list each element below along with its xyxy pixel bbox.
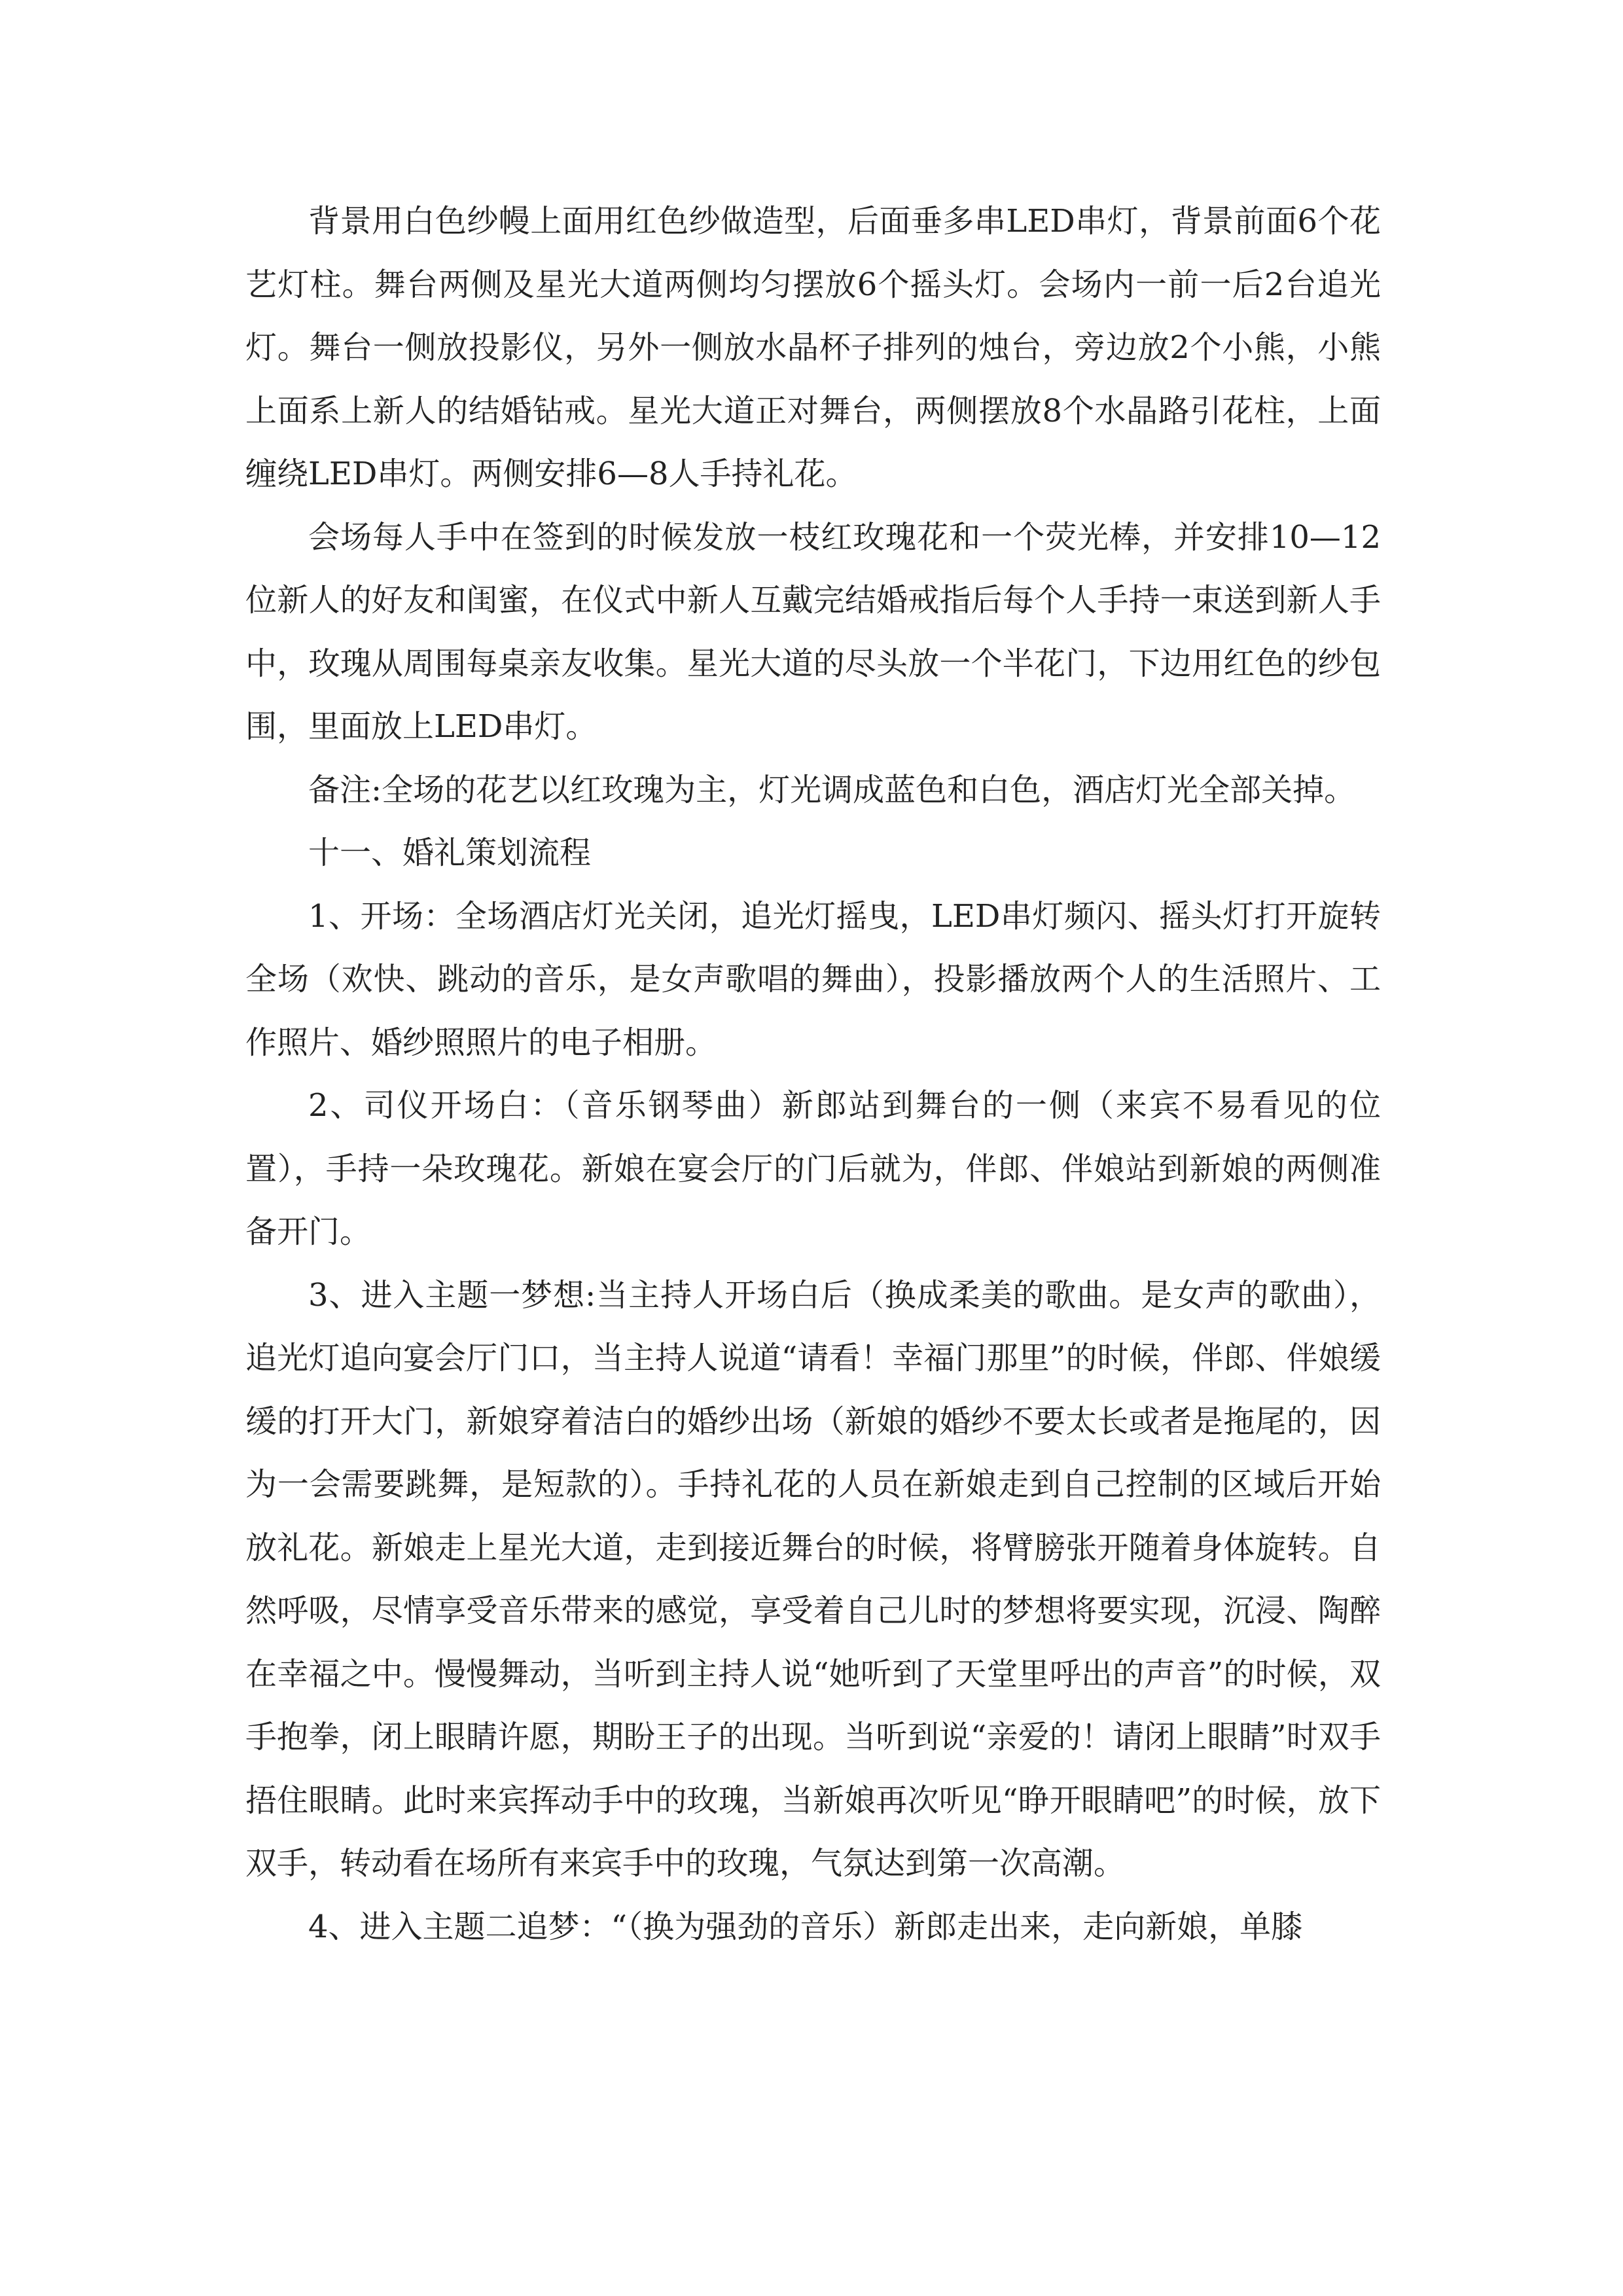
paragraph-step-4: 4、进入主题二追梦：“（换为强劲的音乐）新郎走出来，走向新娘，单膝 (308, 1908, 1303, 1945)
paragraph-stage-decor: 背景用白色纱幔上面用红色纱做造型，后面垂多串LED串灯，背景前面6个花艺灯柱。舞台两侧及星光大道两侧均匀摆放6个摇头灯。会场内一前一后2台追光灯。舞台一侧放投影仪，另外一侧放水晶杯子排列的烛台，旁边放2个小熊，小熊上面系上新人的结婚钻戒。星光大道正对舞台，两侧摆放8个水晶路引花柱，上面缠绕LED串灯。两侧安排6—8人手持礼花。 (245, 203, 1381, 492)
section-heading: 十一、婚礼策划流程 (308, 834, 592, 871)
paragraph-step-1: 1、开场：全场酒店灯光关闭，追光灯摇曳，LED串灯频闪、摇头灯打开旋转全场（欢快、跳动的音乐，是女声歌唱的舞曲），投影播放两个人的生活照片、工作照片、婚纱照照片的电子相册。 (245, 897, 1381, 1061)
paragraph-step-3: 3、进入主题一梦想:当主持人开场白后（换成柔美的歌曲。是女声的歌曲），追光灯追向宴会厅门口，当主持人说道“请看！幸福门那里”的时候，伴郎、伴娘缓缓的打开大门，新娘穿着洁白的婚纱出场（新娘的婚纱不要太长或者是拖尾的，因为一会需要跳舞，是短款的）。手持礼花的人员在新娘走到自己控制的区域后开始放礼花。新娘走上星光大道，走到接近舞台的时候，将臂膀张开随着身体旋转。自然呼吸，尽情享受音乐带来的感觉，享受着自己儿时的梦想将要实现，沉浸、陶醉在幸福之中。慢慢舞动，当听到主持人说“她听到了天堂里呼出的声音”的时候，双手抱拳，闭上眼睛许愿，期盼王子的出现。当听到说“亲爱的！请闭上眼睛”时双手捂住眼睛。此时来宾挥动手中的玫瑰，当新娘再次听见“睁开眼睛吧”的时候，放下双手，转动看在场所有来宾手中的玫瑰，气氛达到第一次高潮。 (245, 1276, 1381, 1882)
paragraph-guest-roses: 会场每人手中在签到的时候发放一枝红玫瑰花和一个荧光棒，并安排10—12位新人的好友和闺蜜，在仪式中新人互戴完结婚戒指后每个人手持一束送到新人手中，玫瑰从周围每桌亲友收集。星光大道的尽头放一个半花门，下边用红色的纱包围，里面放上LED串灯。 (245, 518, 1381, 745)
paragraph-step-2: 2、司仪开场白：（音乐钢琴曲）新郎站到舞台的一侧（来宾不易看见的位置），手持一朵玫瑰花。新娘在宴会厅的门后就为，伴郎、伴娘站到新娘的两侧准备开门。 (245, 1087, 1381, 1250)
paragraph-note: 备注:全场的花艺以红玫瑰为主，灯光调成蓝色和白色，酒店灯光全部关掉。 (308, 771, 1356, 808)
document-body (245, 190, 1381, 1958)
